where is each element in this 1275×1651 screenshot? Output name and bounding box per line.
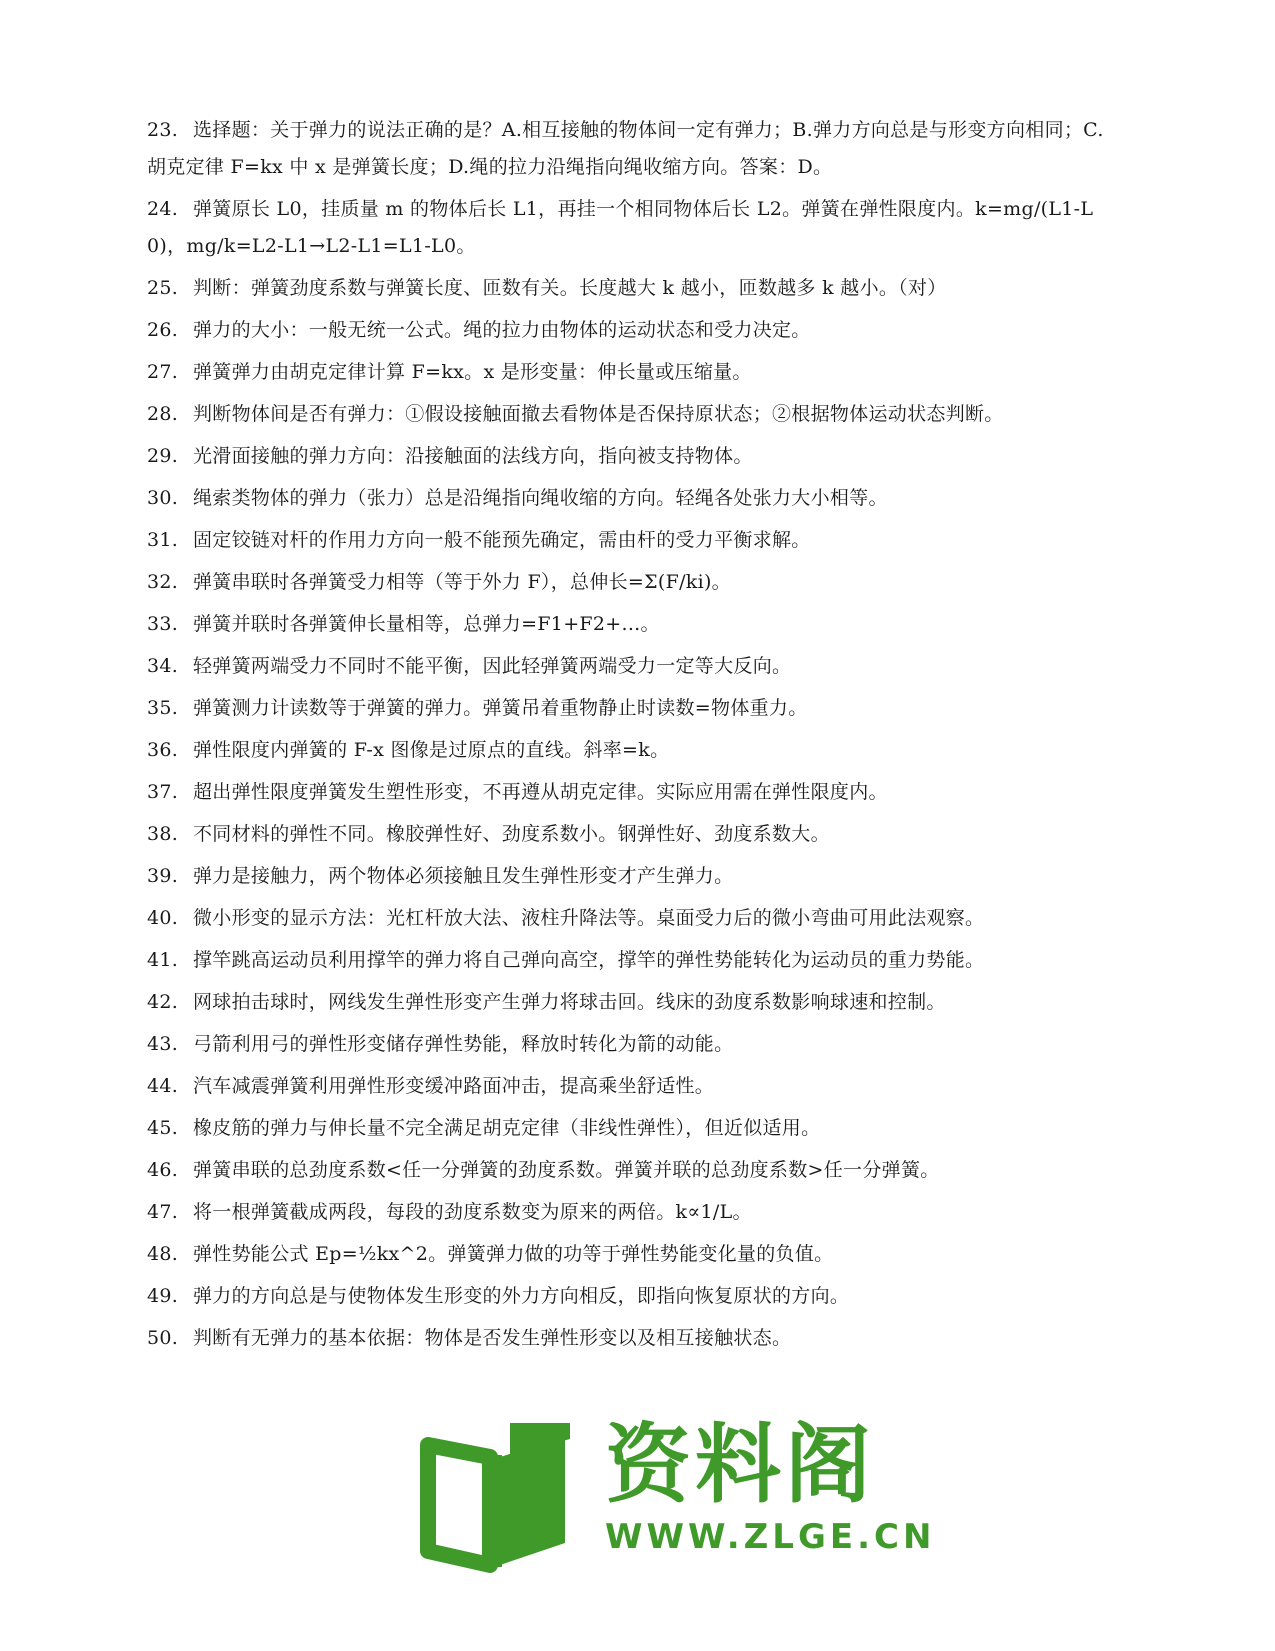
item-text: 固定铰链对杆的作用力方向一般不能预先确定，需由杆的受力平衡求解。: [193, 529, 811, 551]
item-text: 判断：弹簧劲度系数与弹簧长度、匝数有关。长度越大 k 越小，匝数越多 k 越小。（对）: [193, 277, 947, 299]
list-item: [147, 690, 1122, 727]
watermark: [400, 1415, 936, 1580]
item-text: 弹力的大小：一般无统一公式。绳的拉力由物体的运动状态和受力决定。: [193, 319, 811, 341]
item-text: 超出弹性限度弹簧发生塑性形变，不再遵从胡克定律。实际应用需在弹性限度内。: [193, 781, 888, 803]
item-number: 37.: [147, 781, 179, 803]
item-text: 撑竿跳高运动员利用撑竿的弹力将自己弹向高空，撑竿的弹性势能转化为运动员的重力势能。: [193, 949, 985, 971]
item-text: 橡皮筋的弹力与伸长量不完全满足胡克定律（非线性弹性），但近似适用。: [193, 1117, 821, 1139]
list-item: [147, 1236, 1122, 1273]
item-text: 弓箭利用弓的弹性形变储存弹性势能，释放时转化为箭的动能。: [193, 1033, 734, 1055]
item-text: 微小形变的显示方法：光杠杆放大法、液柱升降法等。桌面受力后的微小弯曲可用此法观察。: [193, 907, 985, 929]
item-number: 25.: [147, 277, 179, 299]
list-item: [147, 648, 1122, 685]
item-text: 光滑面接触的弹力方向：沿接触面的法线方向，指向被支持物体。: [193, 445, 753, 467]
item-number: 44.: [147, 1075, 179, 1097]
watermark-url: WWW.ZLGE.CN: [605, 1517, 936, 1557]
item-number: 43.: [147, 1033, 179, 1055]
list-item: [147, 606, 1122, 643]
list-item: [147, 1320, 1122, 1357]
item-text: 弹簧串联的总劲度系数<任一分弹簧的劲度系数。弹簧并联的总劲度系数>任一分弹簧。: [193, 1159, 940, 1181]
item-number: 36.: [147, 739, 179, 761]
item-number: 31.: [147, 529, 179, 551]
item-text: 判断物体间是否有弹力：①假设接触面撤去看物体是否保持原状态；②根据物体运动状态判断。: [193, 403, 1004, 425]
list-item: [147, 480, 1122, 517]
item-number: 47.: [147, 1201, 179, 1223]
document-body: [147, 112, 1122, 1362]
item-number: 30.: [147, 487, 179, 509]
list-item: [147, 942, 1122, 979]
item-number: 26.: [147, 319, 179, 341]
item-number: 40.: [147, 907, 179, 929]
list-item: [147, 984, 1122, 1021]
numbered-list: [147, 112, 1122, 1357]
item-number: 33.: [147, 613, 179, 635]
list-item: [147, 858, 1122, 895]
item-text: 弹簧并联时各弹簧伸长量相等，总弹力=F1+F2+...。: [193, 613, 660, 635]
item-text: 将一根弹簧截成两段，每段的劲度系数变为原来的两倍。k∝1/L。: [193, 1201, 752, 1223]
item-number: 42.: [147, 991, 179, 1013]
list-item: [147, 816, 1122, 853]
item-number: 24.: [147, 198, 179, 220]
list-item: [147, 564, 1122, 601]
list-item: [147, 900, 1122, 937]
item-text: 绳索类物体的弹力（张力）总是沿绳指向绳收缩的方向。轻绳各处张力大小相等。: [193, 487, 888, 509]
list-item: [147, 354, 1122, 391]
list-item: [147, 522, 1122, 559]
item-text: 弹性势能公式 Ep=½kx^2。弹簧弹力做的功等于弹性势能变化量的负值。: [193, 1243, 834, 1265]
list-item: [147, 438, 1122, 475]
item-text: 网球拍击球时，网线发生弹性形变产生弹力将球击回。线床的劲度系数影响球速和控制。: [193, 991, 946, 1013]
item-text: 选择题：关于弹力的说法正确的是？A.相互接触的物体间一定有弹力；B.弹力方向总是与形变方向相同；C.胡克定律 F=kx 中 x 是弹簧长度；D.绳的拉力沿绳指向绳收缩方向。答案：D。: [147, 119, 1104, 178]
item-number: 45.: [147, 1117, 179, 1139]
item-number: 35.: [147, 697, 179, 719]
item-number: 32.: [147, 571, 179, 593]
list-item: [147, 1110, 1122, 1147]
item-number: 29.: [147, 445, 179, 467]
list-item: [147, 112, 1122, 186]
list-item: [147, 270, 1122, 307]
item-number: 49.: [147, 1285, 179, 1307]
list-item: [147, 396, 1122, 433]
list-item: [147, 1152, 1122, 1189]
list-item: [147, 312, 1122, 349]
list-item: [147, 774, 1122, 811]
item-number: 46.: [147, 1159, 179, 1181]
item-text: 弹力是接触力，两个物体必须接触且发生弹性形变才产生弹力。: [193, 865, 734, 887]
list-item: [147, 1026, 1122, 1063]
item-text: 弹性限度内弹簧的 F-x 图像是过原点的直线。斜率=k。: [193, 739, 670, 761]
item-number: 39.: [147, 865, 179, 887]
item-text: 轻弹簧两端受力不同时不能平衡，因此轻弹簧两端受力一定等大反向。: [193, 655, 792, 677]
item-text: 弹簧原长 L0，挂质量 m 的物体后长 L1，再挂一个相同物体后长 L2。弹簧在弹性限度内。k=mg/(L1-L0)，mg/k=L2-L1→L2-L1=L1-L0。: [147, 198, 1094, 257]
item-text: 弹簧测力计读数等于弹簧的弹力。弹簧吊着重物静止时读数=物体重力。: [193, 697, 808, 719]
item-text: 弹力的方向总是与使物体发生形变的外力方向相反，即指向恢复原状的方向。: [193, 1285, 850, 1307]
item-text: 汽车减震弹簧利用弹性形变缓冲路面冲击，提高乘坐舒适性。: [193, 1075, 715, 1097]
list-item: [147, 1278, 1122, 1315]
list-item: [147, 1068, 1122, 1105]
item-number: 41.: [147, 949, 179, 971]
item-number: 34.: [147, 655, 179, 677]
item-number: 23.: [147, 119, 179, 141]
item-number: 27.: [147, 361, 179, 383]
list-item: [147, 1194, 1122, 1231]
item-text: 判断有无弹力的基本依据：物体是否发生弹性形变以及相互接触状态。: [193, 1327, 792, 1349]
item-number: 28.: [147, 403, 179, 425]
item-number: 48.: [147, 1243, 179, 1265]
item-text: 不同材料的弹性不同。橡胶弹性好、劲度系数小。钢弹性好、劲度系数大。: [193, 823, 830, 845]
list-item: [147, 732, 1122, 769]
item-text: 弹簧弹力由胡克定律计算 F=kx。x 是形变量：伸长量或压缩量。: [193, 361, 752, 383]
item-number: 38.: [147, 823, 179, 845]
item-text: 弹簧串联时各弹簧受力相等（等于外力 F），总伸长=Σ(F/ki)。: [193, 571, 731, 593]
watermark-title: 资料阁: [605, 1415, 875, 1515]
book-logo-icon: [400, 1415, 590, 1580]
item-number: 50.: [147, 1327, 179, 1349]
list-item: [147, 191, 1122, 265]
